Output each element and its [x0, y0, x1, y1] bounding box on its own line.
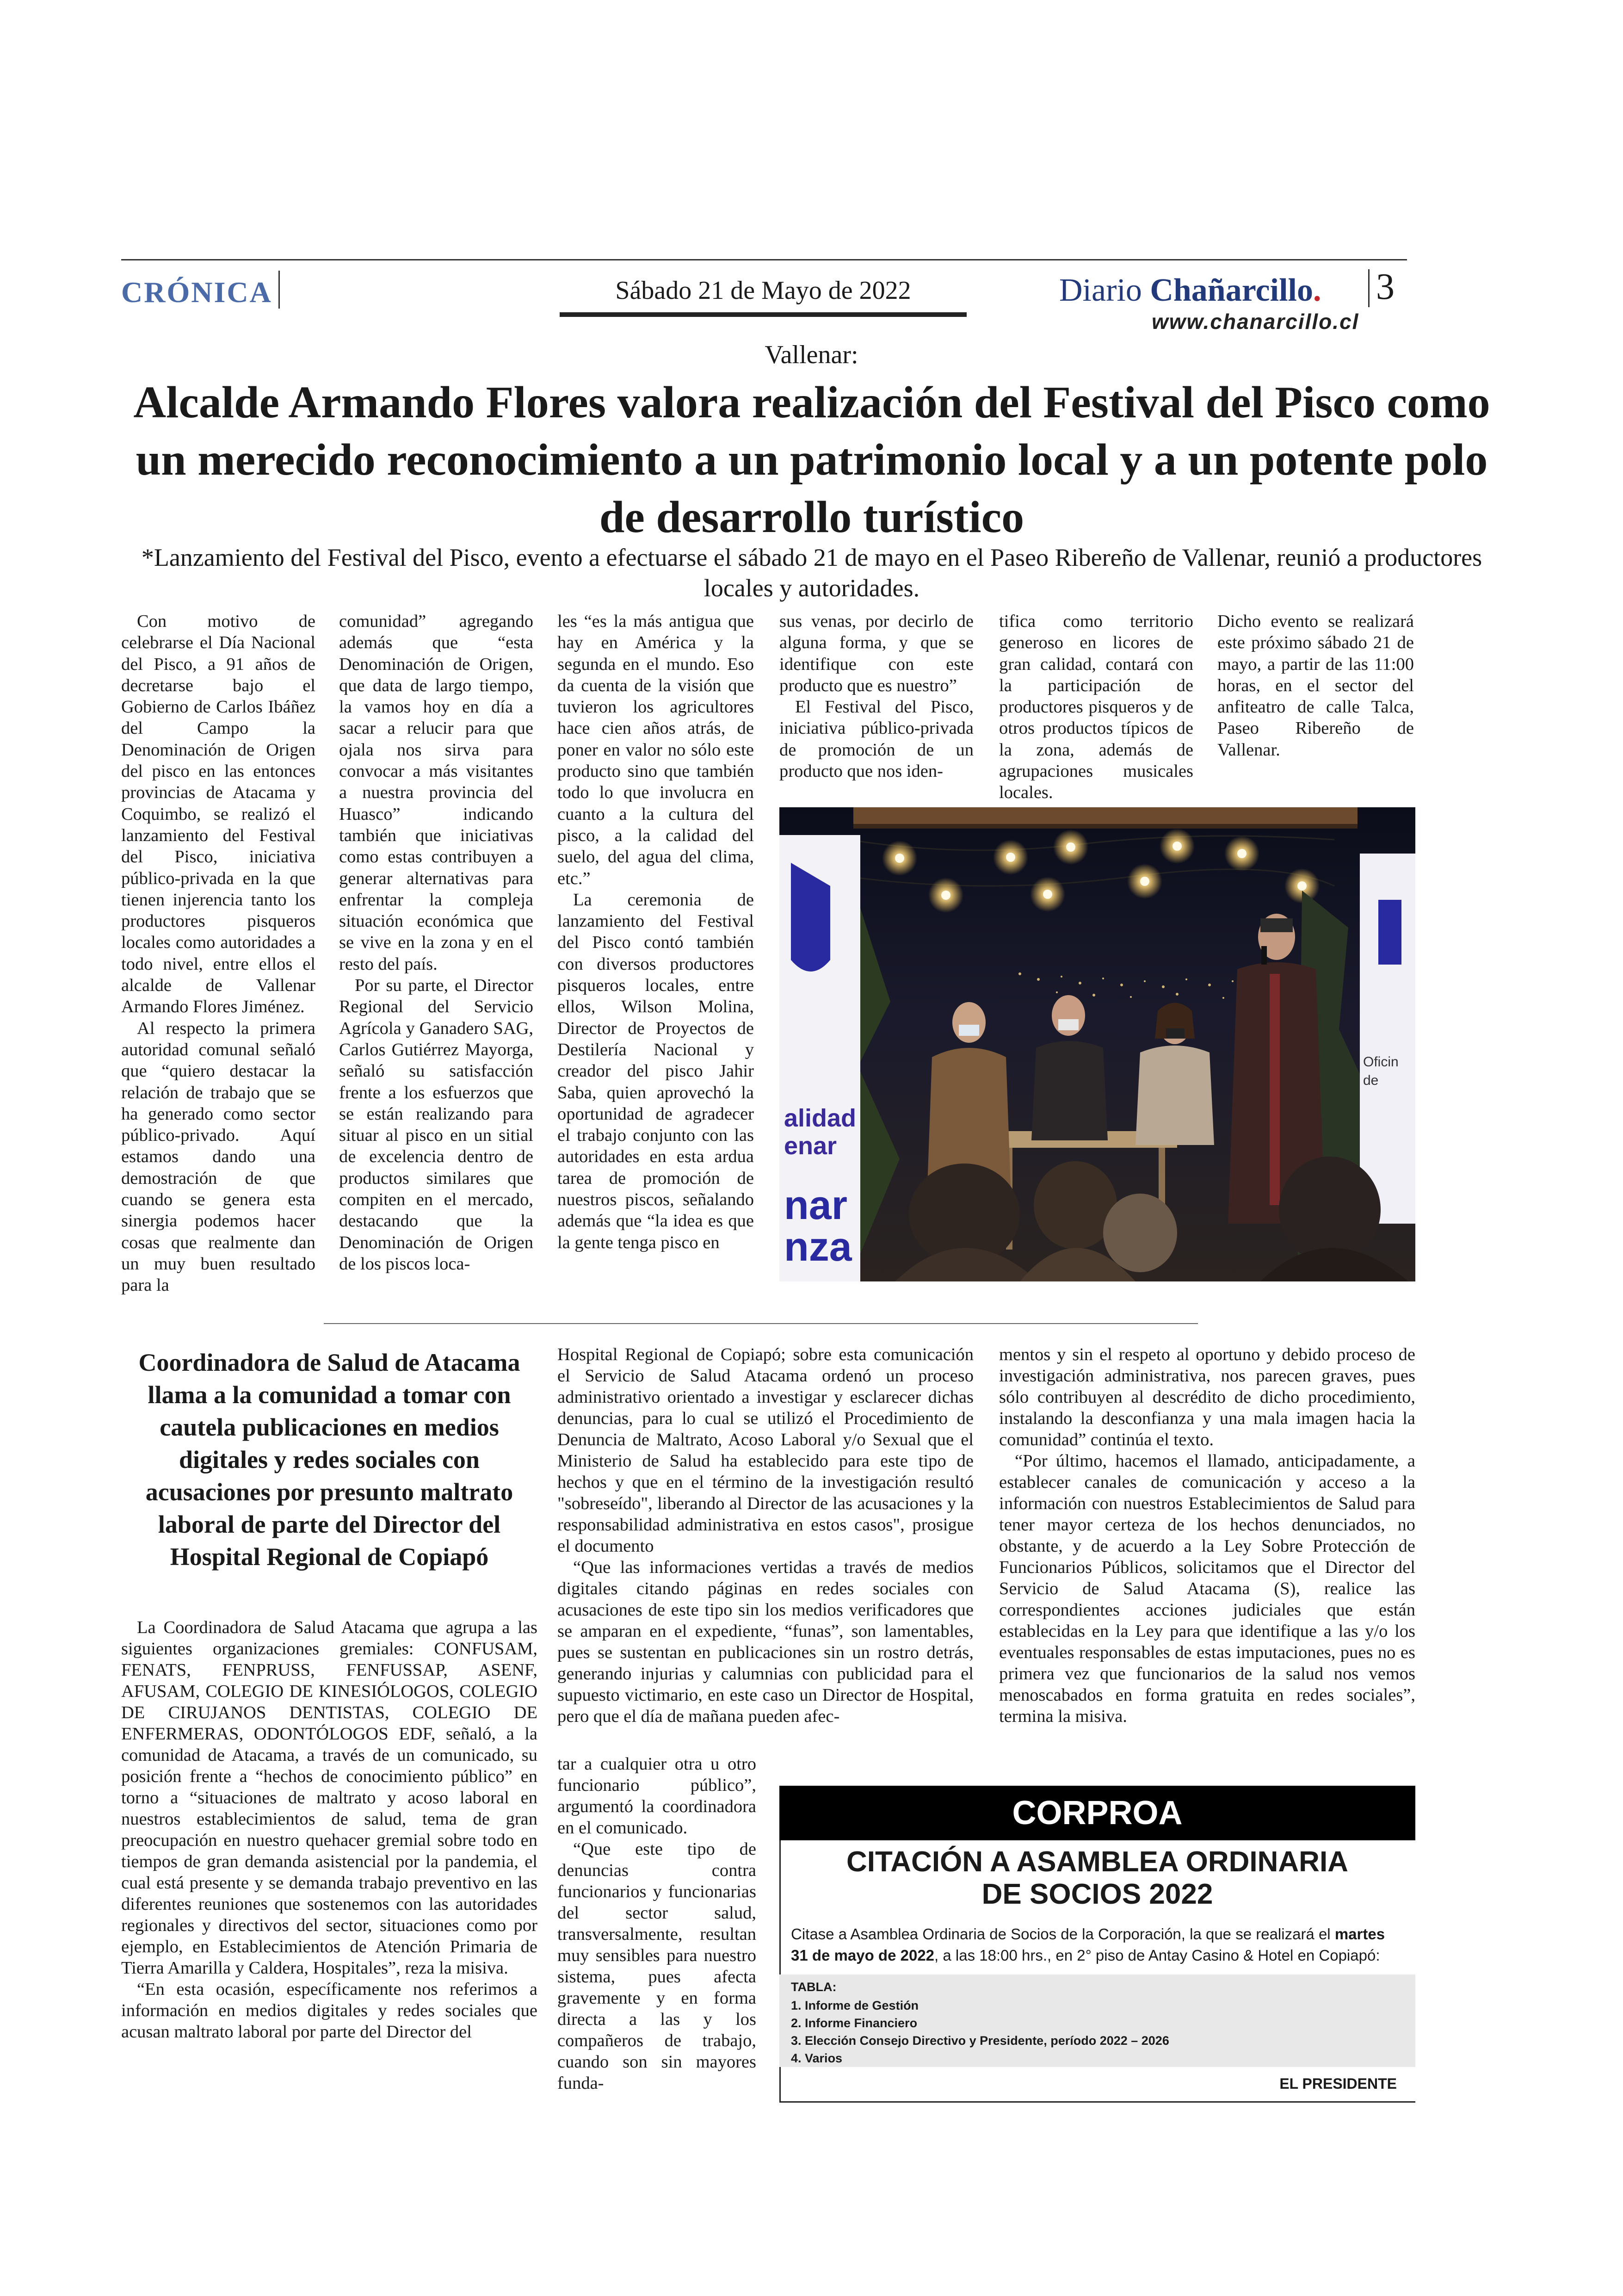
notice-title-line: DE SOCIOS 2022	[981, 1878, 1213, 1910]
notice-text	[791, 1924, 1404, 1966]
page-number: 3	[1376, 266, 1395, 307]
paragraph: El Festival del Pisco, iniciativa público-privada de promoción de un producto que nos iden-	[779, 697, 974, 781]
section-label: CRÓNICA	[121, 276, 272, 309]
article2-headline: Coordinadora de Salud de Atacama llama a la comunidad a tomar con cautela publicaciones en medios digitales y redes sociales con acusaciones por presunto maltrato laboral de parte del Director del Hospital Regional de Copiapó	[138, 1349, 520, 1571]
agenda-list	[791, 1997, 1169, 2067]
banner-left-text: enar	[784, 1132, 837, 1160]
article1-column-4	[779, 611, 974, 782]
paragraph: les “es la más antigua que hay en América y la segunda en el mundo. Eso da cuenta de la visión que tuvieron los agricultores hace cien años atrás, de poner en valor no sólo este producto sino que también todo lo que involucra en cuanto a la cultura del pisco, a la calidad del suelo, del agua del clima, etc.”	[557, 612, 754, 888]
article2-column-2	[557, 1344, 974, 1727]
paragraph: La ceremonia de lanzamiento del Festival del Pisco contó también con diversos productores pisqueros locales, entre ellos, Wilson Molina, Director de Proyectos de Destilería Nacional y creador del pisco Jahir Saba, quien aprovechó la oportunidad de agradecer el trabajo conjunto con las autoridades en esta ardua tarea de promoción de nuestros piscos, señalando además que “la idea es que la gente tenga pisco en	[557, 890, 754, 1252]
banner-left-text: nza	[784, 1224, 852, 1269]
date-underline	[560, 312, 967, 317]
notice-org: CORPROA	[779, 1786, 1415, 1840]
website-url[interactable]: www.chanarcillo.cl	[1152, 309, 1359, 334]
paragraph: Con motivo de celebrarse el Día Nacional del Pisco, a 91 años de decretarse bajo el Gobierno de Carlos Ibáñez del Campo la Denominación de Origen del pisco en las entonces provincias de Atacama y Coquimbo, se realizó el lanzamiento del Festival del Pisco, iniciativa público-privada en la que tienen injerencia tanto los productores pisqueros locales como autoridades a todo nivel, entre ellos el alcalde de Vallenar Armando Flores Jiménez.	[121, 612, 315, 1017]
masthead-prefix: Diario	[1059, 272, 1142, 308]
article1-subhead: *Lanzamiento del Festival del Pisco, evento a efectuarse el sábado 21 de mayo en el Paseo Ribereño de Vallenar, reunió a productores locales y autoridades.	[141, 544, 1482, 602]
agenda-item: 3. Elección Consejo Directivo y Presidente, período 2022 – 2026	[791, 2034, 1169, 2048]
article1-column-6	[1217, 611, 1414, 761]
issue-date: Sábado 21 de Mayo de 2022	[615, 276, 911, 305]
paragraph: comunidad” agregando además que “esta Denominación de Origen, que data de largo tiempo, la vamos hoy en día a sacar a relucir para que ojala nos sirva para convocar a más visitantes a nuestra provincia del Huasco” indicando también que iniciativas como estas contribuyen a generar alternativas para enfrentar la compleja situación económica que se vive en la zona y en el resto del país.	[339, 612, 533, 974]
notice-date: martes 31 de mayo de 2022	[791, 1925, 1385, 1964]
header-top-rule	[121, 259, 1407, 260]
paragraph: tifica como territorio generoso en licores de gran calidad, contará con la participación de productores pisqueros y de otros productos típicos de la zona, además de agrupaciones musicales locales.	[999, 612, 1193, 803]
masthead-separator	[1368, 269, 1370, 307]
banner-right-text: de	[1363, 1073, 1379, 1088]
paragraph: “Que este tipo de denuncias contra funcionarios y funcionarias del sector salud, transversalmente, resultan muy sensibles para nuestro sistema, pues afecta gravemente y en forma directa a las y los compañeros de trabajo, cuando son sin mayores funda-	[557, 1839, 756, 2093]
article1-headline: Alcalde Armando Flores valora realización del Festival del Pisco como un merecido reconocimiento a un patrimonio local y a un potente polo de desarrollo turístico	[133, 378, 1490, 542]
agenda-item: 4. Varios	[791, 2051, 843, 2065]
section-separator	[278, 271, 280, 309]
notice-bottom-border	[779, 2101, 1415, 2103]
article1-column-2	[339, 611, 533, 1275]
masthead-dot: .	[1313, 272, 1321, 308]
notice-text-part: Citase a Asamblea Ordinaria de Socios de la Corporación, la que se realizará el	[791, 1925, 1331, 1943]
article-divider	[324, 1323, 1198, 1324]
masthead	[1059, 272, 1321, 309]
paragraph: Por su parte, el Director Regional del Servicio Agrícola y Ganadero SAG, Carlos Gutiérrez Mayorga, señaló su satisfacción frente a los esfuerzos que se están realizando para situar al pisco en un sitial de excelencia dentro de productos similares que compiten en el mercado, destacando que la Denominación de Origen de los piscos loca-	[339, 976, 533, 1274]
article1-kicker: Vallenar:	[765, 340, 858, 369]
paragraph: “En esta ocasión, específicamente nos referimos a información en medios digitales y redes sociales que acusan maltrato laboral por parte del Director del	[121, 1980, 537, 2042]
paragraph: mentos y sin el respeto al oportuno y debido proceso de investigación administrativa, nos parecen graves, pues sólo contribuyen al descrédito de dicho procedimiento, instalando la desconfianza y una mala imagen hacia la comunidad” continúa el texto.	[999, 1345, 1415, 1449]
agenda-box	[779, 1974, 1415, 2067]
paragraph: Al respecto la primera autoridad comunal señaló que “quiero destacar la relación de trabajo que se ha generado como sector público-privado. Aquí estamos dando una demostración de que cuando se genera esta sinergia podemos hacer cosas que realmente dan un muy buen resultado para la	[121, 1018, 315, 1295]
notice-title-line: CITACIÓN A ASAMBLEA ORDINARIA	[846, 1846, 1348, 1878]
notice-title	[779, 1846, 1415, 1911]
paragraph: sus venas, por decirlo de alguna forma, y que se identifique con este producto que es nuestro”	[779, 612, 974, 695]
paragraph: “Por último, hacemos el llamado, anticipadamente, a establecer canales de comunicación y acceso a la información con nuestros Establecimientos de Salud para tener mayor certeza de los hechos denunciados, no obstante, y de acuerdo a la Ley Sobre Protección de Funcionarios Públicos, solicitamos que el Director del Servicio de Salud Atacama (S), realice las correspondientes acciones judiciales que están establecidas en la Ley para que identifique a las y/o los eventuales responsables de estas imputaciones, pues no es primera vez que funcionarios de la salud nos vemos menoscabados en forma gratuita en redes sociales”, termina la misiva.	[999, 1451, 1415, 1726]
article1-column-3	[557, 611, 754, 1253]
notice-text-part: , a las 18:00 hrs., en 2° piso de Antay Casino & Hotel en Copiapó:	[934, 1947, 1380, 1964]
article2-column-2b	[557, 1753, 756, 2094]
paragraph: Hospital Regional de Copiapó; sobre esta comunicación el Servicio de Salud Atacama ordenó un proceso administrativo orientado a investigar y esclarecer dichas denuncias, para lo cual se utilizó el Procedimiento de Denuncia de Maltrato, Acoso Laboral y/o Sexual que el Ministerio de Salud ha establecido para este tipo de hechos y que en el término de la investigación resultó "sobreseído", liberando al Director de las acusaciones y la responsabilidad administrativa en estos casos", prosigue el documento	[557, 1345, 974, 1556]
notice-signature: EL PRESIDENTE	[1279, 2075, 1397, 2092]
banner-left-text: alidad	[784, 1104, 857, 1132]
banner-left-text: nar	[784, 1182, 847, 1228]
article2-column-1	[121, 1617, 537, 2042]
article2-column-3	[999, 1344, 1415, 1727]
corproa-notice	[779, 1786, 1415, 2105]
paragraph: La Coordinadora de Salud Atacama que agrupa a las siguientes organizaciones gremiales: CONFUSAM, FENATS, FENPRUSS, FENFUSSAP, ASENF, AFUSAM, COLEGIO DE KINESIÓLOGOS, COLEGIO DE CIRUJANOS DENTISTAS, COLEGIO DE ENFERMERAS, ODONTÓLOGOS EDF, señaló, a la comunidad de Atacama, a través de un comunicado, su posición frente a “hechos de conocimiento público” en torno a “situaciones de maltrato y acoso laboral en nuestros establecimientos de salud, tema de gran preocupación en nuestro quehacer gremial sobre todo en tiempos de gran demanda asistencial por la pandemia, el cual está presente y se demanda trabajo preventivo en las diferentes reuniones que sostenemos con las autoridades regionales y directivos del sector, situaciones como por ejemplo, en Establecimientos de Atención Primaria de Tierra Amarilla y Caldera, Hospitales”, reza la misiva.	[121, 1618, 537, 1978]
article1-column-1	[121, 611, 315, 1296]
article1-photo	[779, 807, 1415, 1281]
masthead-name: Chañarcillo	[1150, 272, 1313, 308]
article1-column-5	[999, 611, 1193, 804]
agenda-label: TABLA:	[791, 1980, 837, 1994]
agenda-item: 2. Informe Financiero	[791, 2016, 918, 2030]
agenda-item: 1. Informe de Gestión	[791, 1999, 919, 2012]
banner-right-text: Oficin	[1363, 1054, 1399, 1070]
paragraph: Dicho evento se realizará este próximo sábado 21 de mayo, a partir de las 11:00 horas, en el sector del anfiteatro de calle Talca, Paseo Ribereño de Vallenar.	[1217, 612, 1414, 760]
paragraph: tar a cualquier otra u otro funcionario público”, argumentó la coordinadora en el comunicado.	[557, 1754, 756, 1838]
event-photo-illustration	[779, 807, 1415, 1281]
paragraph: “Que las informaciones vertidas a través de medios digitales citando páginas en redes sociales con acusaciones de este tipo sin los medios verificadores que se amparan en el expediente, “funas”, son lamentables, pues se sustentan en publicaciones sin un rostro detrás, generando injurias y calumnias con publicidad para el supuesto victimario, en este caso un Director de Hospital, pero que el día de mañana pueden afec-	[557, 1558, 974, 1726]
